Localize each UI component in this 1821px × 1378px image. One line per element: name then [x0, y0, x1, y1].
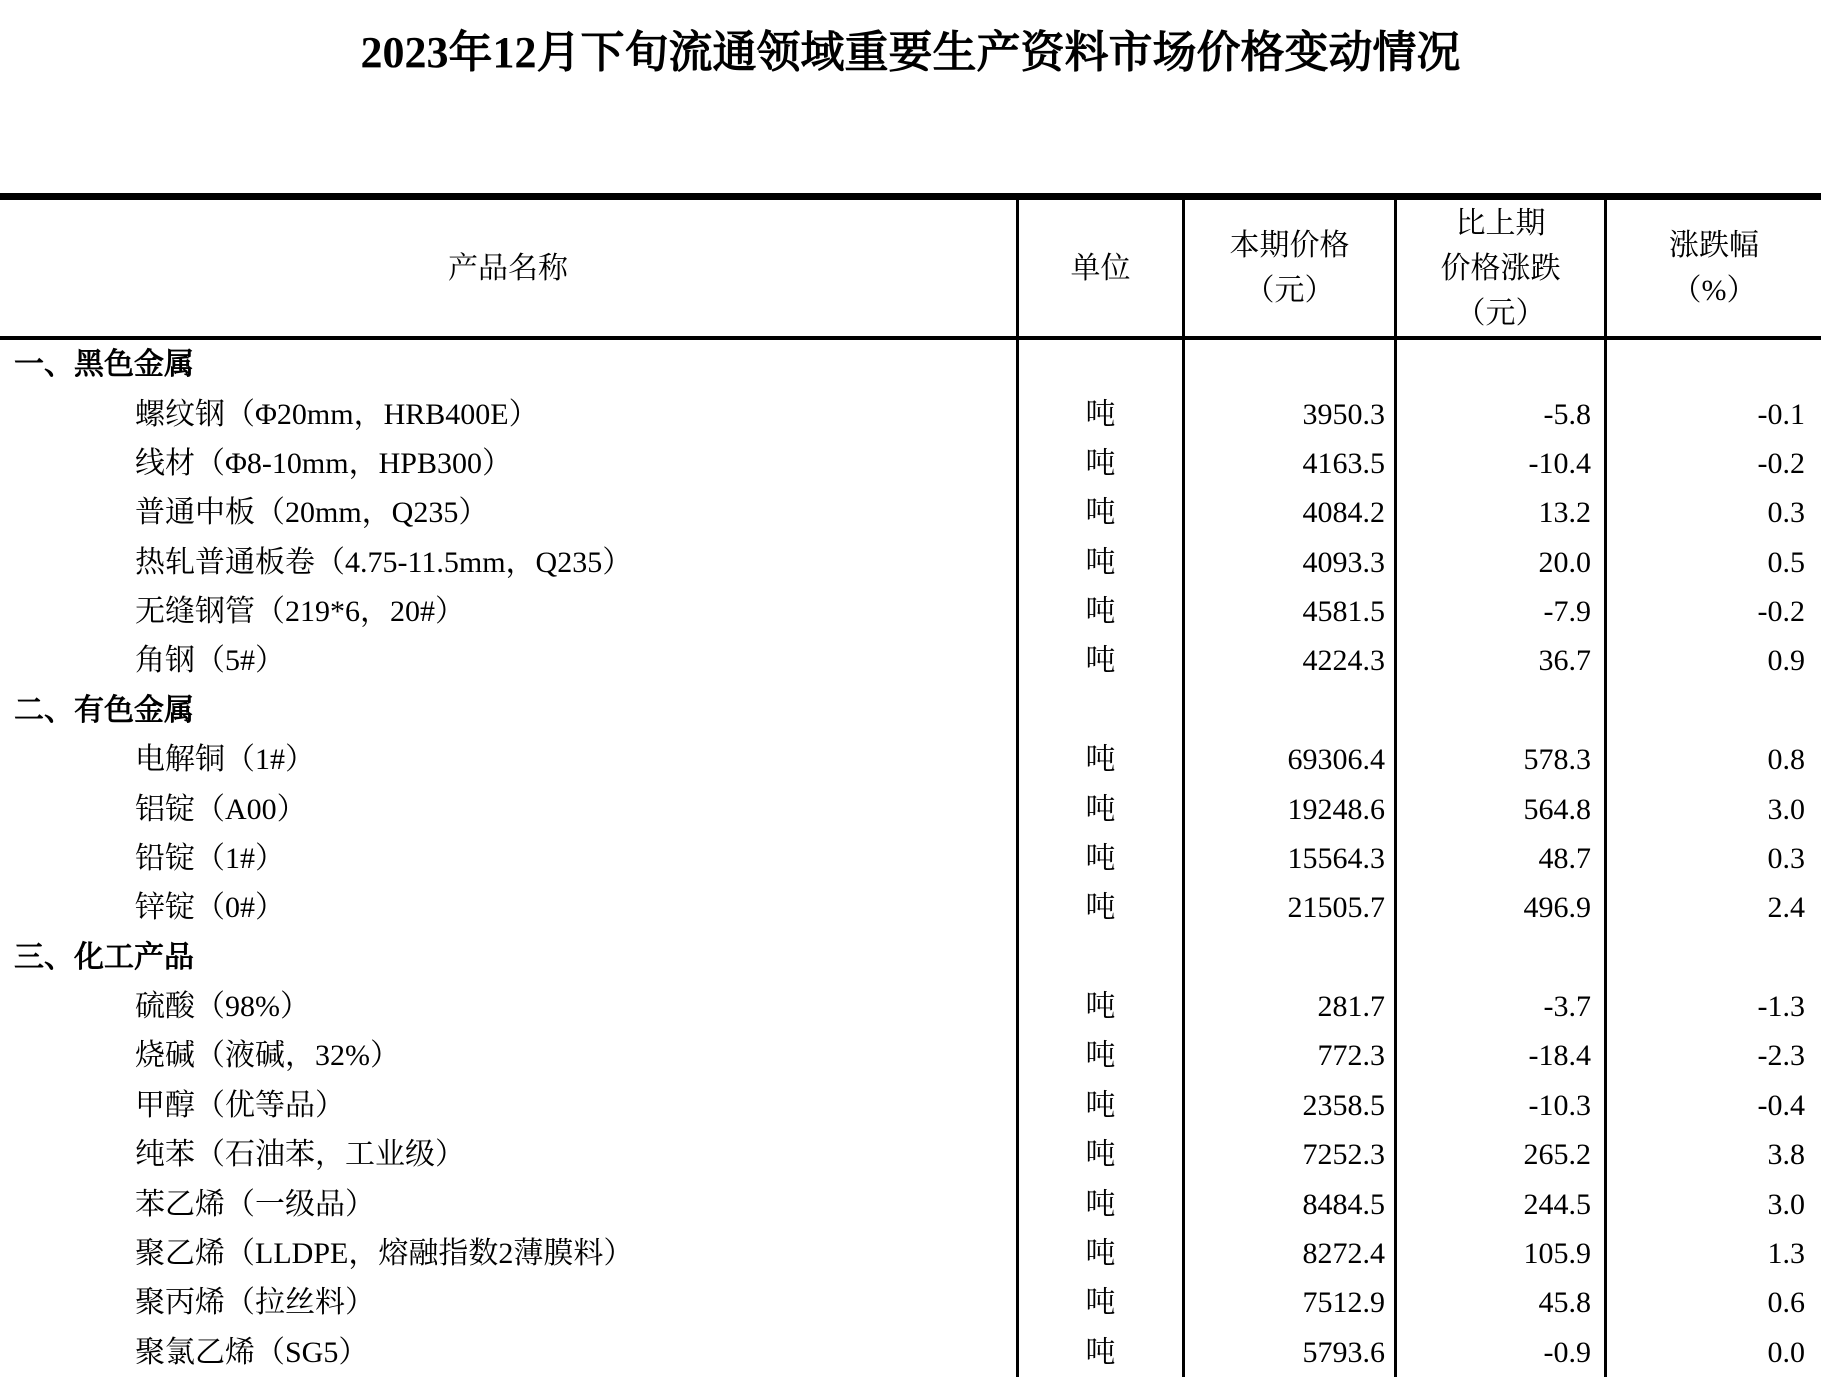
price-cell: 4581.5	[1182, 587, 1394, 636]
table-header-row	[0, 193, 1821, 340]
unit-cell: 吨	[1016, 636, 1182, 685]
column-header-unit	[1016, 200, 1182, 336]
section-row	[0, 686, 1821, 735]
change-cell: -10.3	[1394, 1081, 1604, 1130]
table-row	[0, 883, 1821, 932]
unit-cell	[1016, 686, 1182, 735]
change-cell: -10.4	[1394, 439, 1604, 488]
unit-cell: 吨	[1016, 883, 1182, 932]
unit-cell: 吨	[1016, 1081, 1182, 1130]
price-cell: 8272.4	[1182, 1229, 1394, 1278]
table-body	[0, 340, 1821, 1377]
table-row	[0, 982, 1821, 1031]
product-name-cell: 热轧普通板卷（4.75-11.5mm，Q235）	[135, 545, 633, 579]
pct-cell	[1604, 340, 1821, 389]
pct-cell: 0.3	[1604, 488, 1821, 537]
price-cell: 3950.3	[1182, 389, 1394, 438]
unit-cell: 吨	[1016, 1278, 1182, 1327]
column-header-change-line: （元）	[1455, 296, 1546, 330]
column-header-price-line: 本期价格	[1229, 229, 1350, 262]
column-header-change-line: 比上期	[1455, 206, 1546, 240]
unit-cell: 吨	[1016, 1328, 1182, 1377]
unit-cell: 吨	[1016, 439, 1182, 488]
product-name-cell: 一、黑色金属	[14, 348, 194, 382]
pct-cell: 3.0	[1604, 784, 1821, 833]
column-header-price	[1182, 200, 1394, 336]
price-cell: 8484.5	[1182, 1179, 1394, 1228]
pct-cell	[1604, 933, 1821, 982]
price-cell: 19248.6	[1182, 784, 1394, 833]
column-header-pct-line: 涨跌幅	[1669, 229, 1759, 262]
unit-cell: 吨	[1016, 1179, 1182, 1228]
unit-cell: 吨	[1016, 834, 1182, 883]
change-cell: -3.7	[1394, 982, 1604, 1031]
change-cell: -7.9	[1394, 587, 1604, 636]
pct-cell: -0.4	[1604, 1081, 1821, 1130]
change-cell: 36.7	[1394, 636, 1604, 685]
column-header-product	[0, 200, 1016, 336]
change-cell: 265.2	[1394, 1130, 1604, 1179]
price-cell: 7252.3	[1182, 1130, 1394, 1179]
table-row	[0, 1328, 1821, 1377]
table-row	[0, 587, 1821, 636]
column-header-change	[1394, 200, 1604, 336]
product-name-cell: 线材（Φ8-10mm，HPB300）	[135, 446, 512, 480]
pct-cell: 0.6	[1604, 1278, 1821, 1327]
unit-cell: 吨	[1016, 784, 1182, 833]
section-row	[0, 933, 1821, 982]
table-row	[0, 834, 1821, 883]
product-name-cell: 聚乙烯（LLDPE，熔融指数2薄膜料）	[135, 1236, 634, 1270]
unit-cell	[1016, 933, 1182, 982]
unit-cell: 吨	[1016, 538, 1182, 587]
product-name-cell: 锌锭（0#）	[135, 891, 285, 925]
change-cell: -18.4	[1394, 1031, 1604, 1080]
price-cell: 69306.4	[1182, 735, 1394, 784]
price-cell	[1182, 933, 1394, 982]
product-name-cell: 电解铜（1#）	[135, 743, 315, 777]
price-cell: 5793.6	[1182, 1328, 1394, 1377]
change-cell: 244.5	[1394, 1179, 1604, 1228]
table-row	[0, 784, 1821, 833]
price-cell	[1182, 340, 1394, 389]
change-cell: 45.8	[1394, 1278, 1604, 1327]
unit-cell: 吨	[1016, 587, 1182, 636]
column-header-price-line: （元）	[1244, 274, 1335, 307]
unit-cell	[1016, 340, 1182, 389]
product-name-cell: 烧碱（液碱，32%）	[135, 1039, 400, 1073]
pct-cell: 2.4	[1604, 883, 1821, 932]
price-cell: 4163.5	[1182, 439, 1394, 488]
table-row	[0, 1031, 1821, 1080]
unit-cell: 吨	[1016, 735, 1182, 784]
product-name-cell: 铝锭（A00）	[135, 792, 307, 826]
table-row	[0, 1229, 1821, 1278]
pct-cell: 0.8	[1604, 735, 1821, 784]
price-cell: 2358.5	[1182, 1081, 1394, 1130]
price-cell: 281.7	[1182, 982, 1394, 1031]
table-row	[0, 1130, 1821, 1179]
pct-cell: 3.8	[1604, 1130, 1821, 1179]
pct-cell: -0.1	[1604, 389, 1821, 438]
pct-cell	[1604, 686, 1821, 735]
change-cell	[1394, 686, 1604, 735]
change-cell: 48.7	[1394, 834, 1604, 883]
unit-cell: 吨	[1016, 982, 1182, 1031]
column-header-pct-line: （%）	[1671, 274, 1757, 307]
page-title: 2023年12月下旬流通领域重要生产资料市场价格变动情况	[360, 28, 1461, 77]
change-cell	[1394, 933, 1604, 982]
table-row	[0, 735, 1821, 784]
table-row	[0, 1081, 1821, 1130]
table-row	[0, 636, 1821, 685]
unit-cell: 吨	[1016, 488, 1182, 537]
product-name-cell: 铅锭（1#）	[135, 841, 285, 875]
product-name-cell: 苯乙烯（一级品）	[135, 1187, 375, 1221]
price-cell: 15564.3	[1182, 834, 1394, 883]
change-cell: 496.9	[1394, 883, 1604, 932]
change-cell: 20.0	[1394, 538, 1604, 587]
product-name-cell: 角钢（5#）	[135, 644, 285, 678]
product-name-cell: 二、有色金属	[14, 693, 194, 727]
change-cell: 13.2	[1394, 488, 1604, 537]
change-cell: 578.3	[1394, 735, 1604, 784]
product-name-cell: 普通中板（20mm，Q235）	[135, 496, 489, 530]
product-name-cell: 聚氯乙烯（SG5）	[135, 1335, 369, 1369]
price-cell: 4224.3	[1182, 636, 1394, 685]
unit-cell: 吨	[1016, 389, 1182, 438]
change-cell: 564.8	[1394, 784, 1604, 833]
change-cell: 105.9	[1394, 1229, 1604, 1278]
section-row	[0, 340, 1821, 389]
product-name-cell: 纯苯（石油苯，工业级）	[135, 1138, 465, 1172]
pct-cell: -2.3	[1604, 1031, 1821, 1080]
table-row	[0, 1179, 1821, 1228]
change-cell: -0.9	[1394, 1328, 1604, 1377]
table-row	[0, 1278, 1821, 1327]
pct-cell: 3.0	[1604, 1179, 1821, 1228]
product-name-cell: 三、化工产品	[14, 940, 194, 974]
product-name-cell: 螺纹钢（Φ20mm，HRB400E）	[135, 397, 539, 431]
column-header-change-line: 价格涨跌	[1440, 251, 1561, 285]
product-name-cell: 无缝钢管（219*6，20#）	[135, 595, 465, 629]
pct-cell: 0.9	[1604, 636, 1821, 685]
pct-cell: -1.3	[1604, 982, 1821, 1031]
change-cell: -5.8	[1394, 389, 1604, 438]
product-name-cell: 硫酸（98%）	[135, 990, 310, 1024]
pct-cell: 0.5	[1604, 538, 1821, 587]
pct-cell: 1.3	[1604, 1229, 1821, 1278]
unit-cell: 吨	[1016, 1031, 1182, 1080]
price-cell: 4093.3	[1182, 538, 1394, 587]
table-row	[0, 389, 1821, 438]
column-header-product-line: 产品名称	[448, 251, 568, 285]
column-header-pct	[1604, 200, 1821, 336]
pct-cell: -0.2	[1604, 439, 1821, 488]
change-cell	[1394, 340, 1604, 389]
product-name-cell: 甲醇（优等品）	[135, 1088, 345, 1122]
product-name-cell: 聚丙烯（拉丝料）	[135, 1286, 375, 1320]
column-header-unit-line: 单位	[1070, 251, 1131, 285]
table-row	[0, 439, 1821, 488]
price-cell: 7512.9	[1182, 1278, 1394, 1327]
pct-cell: 0.0	[1604, 1328, 1821, 1377]
price-cell: 4084.2	[1182, 488, 1394, 537]
pct-cell: -0.2	[1604, 587, 1821, 636]
unit-cell: 吨	[1016, 1130, 1182, 1179]
table-row	[0, 538, 1821, 587]
unit-cell: 吨	[1016, 1229, 1182, 1278]
price-cell: 772.3	[1182, 1031, 1394, 1080]
table-row	[0, 488, 1821, 537]
price-cell: 21505.7	[1182, 883, 1394, 932]
price-cell	[1182, 686, 1394, 735]
price-table	[0, 193, 1821, 1377]
pct-cell: 0.3	[1604, 834, 1821, 883]
